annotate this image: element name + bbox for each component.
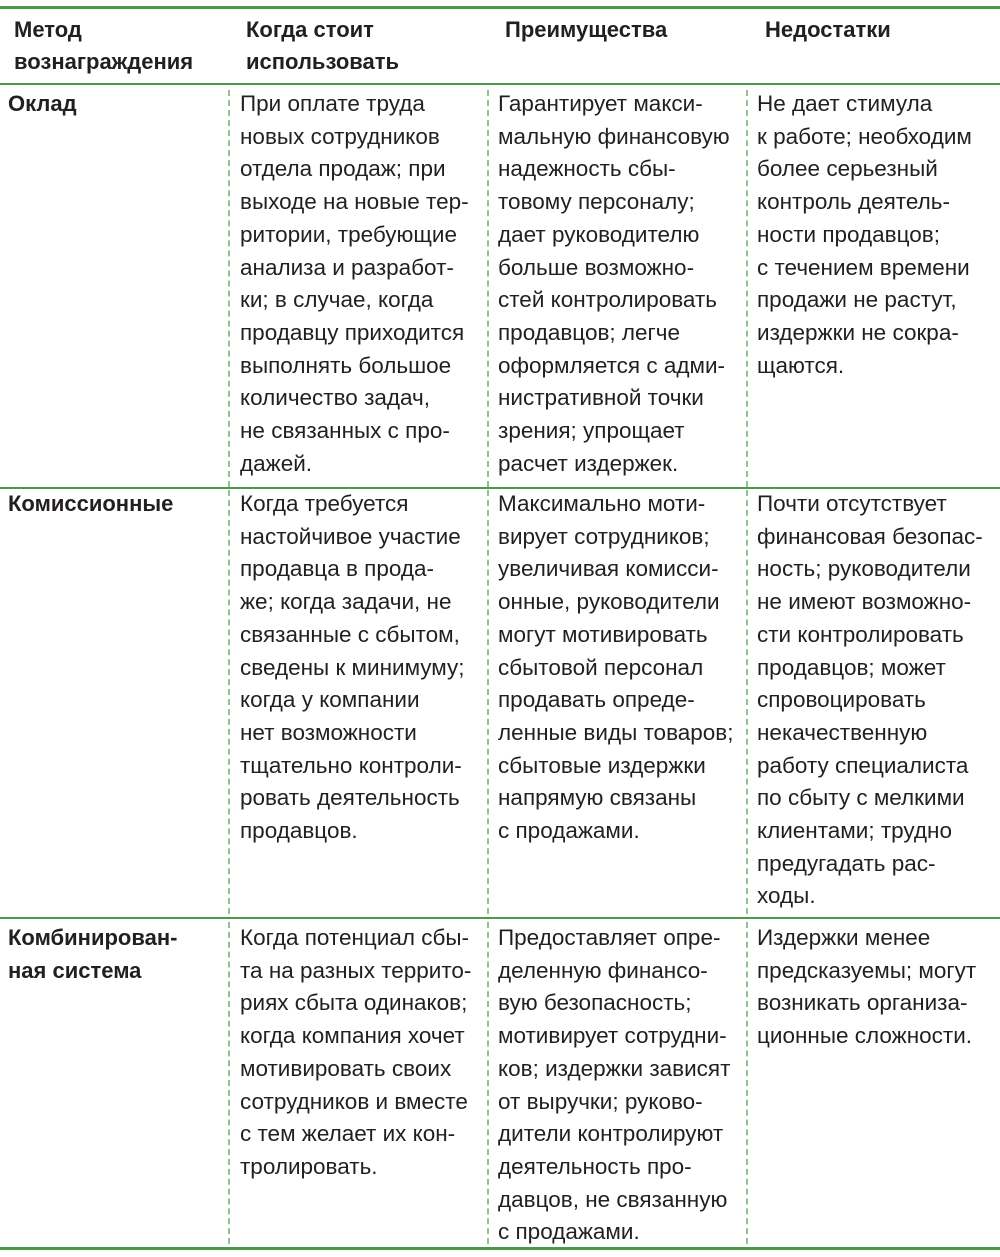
column-separator — [228, 922, 230, 1244]
header-advantages: Преимущества — [505, 17, 668, 42]
table-row-2-advantages: Максимально моти- вирует сотрудников; увеличивая комисси- онные, руководители могут мотивировать сбытовой персонал продавать опреде- ленные виды товаров; сбытовые издержки напрямую связаны с продажами. — [498, 491, 734, 844]
table-row-1-method: Оклад — [8, 91, 77, 116]
table-row-3-advantages: Предоставляет опре- деленную финансо- вую безопасность; мотивирует сотрудни- ков; издержки зависят от выручки; руково- дители контролируют деятельность про- давцов, не связанную с продажами. — [498, 925, 731, 1245]
table-top-rule — [0, 6, 1000, 9]
table-row-1-disadvantages: Не дает стимула к работе; необходим более серьезный контроль деятель- ности продавцов; с течением времени продажи не растут, издержки не сокра- щаются. — [757, 91, 972, 378]
header-disadvantages: Недостатки — [765, 17, 891, 42]
table-bottom-rule — [0, 1247, 1000, 1250]
header-method: Метод вознаграждения — [14, 17, 194, 74]
column-separator — [487, 490, 489, 914]
header-rule — [0, 83, 1000, 85]
table-row-3-method: Комбинирован- ная система — [8, 925, 178, 983]
table-row-1-when: При оплате труда новых сотрудников отдела продаж; при выходе на новые тер- ритории, требующие анализа и разработ- ки; в случае, когда продавцу приходится выполнять большое количество задач, не связанных с про- дажей. — [240, 91, 469, 476]
column-separator — [746, 922, 748, 1244]
column-separator — [487, 922, 489, 1244]
table-row-3-disadvantages: Издержки менее предсказуемы; могут возникать организа- ционные сложности. — [757, 925, 977, 1049]
table-row-2-when: Когда требуется настойчивое участие продавца в прода- же; когда задачи, не связанные с сбытом, сведены к минимуму; когда у компании нет возможности тщательно контроли- ровать деятельность продавцов. — [240, 491, 465, 844]
header-when-to-use: Когда стоит использовать — [246, 17, 400, 74]
table-row-3-when: Когда потенциал сбы- та на разных террито- риях сбыта одинаков; когда компания хочет мотивировать своих сотрудников и вместе с тем желает их кон- тролировать. — [240, 925, 472, 1179]
column-separator — [228, 90, 230, 487]
table-row-2-disadvantages: Почти отсутствует финансовая безопас- ность; руководители не имеют возможно- сти контролировать продавцов; может спровоцировать некачественную работу специалиста по сбыту с мелкими клиентами; трудно предугадать рас- ходы. — [757, 491, 983, 909]
column-separator — [746, 90, 748, 487]
column-separator — [746, 490, 748, 914]
column-separator — [487, 90, 489, 487]
table-row-1-advantages: Гарантирует макси- мальную финансовую надежность сбы- товому персоналу; дает руководителю больше возможно- стей контролировать продавцов; легче оформляется с адми- нистративной точки зрения; упрощает расчет издержек. — [498, 91, 730, 476]
row-rule — [0, 917, 1000, 919]
column-separator — [228, 490, 230, 914]
table-row-2-method: Комиссионные — [8, 491, 174, 516]
